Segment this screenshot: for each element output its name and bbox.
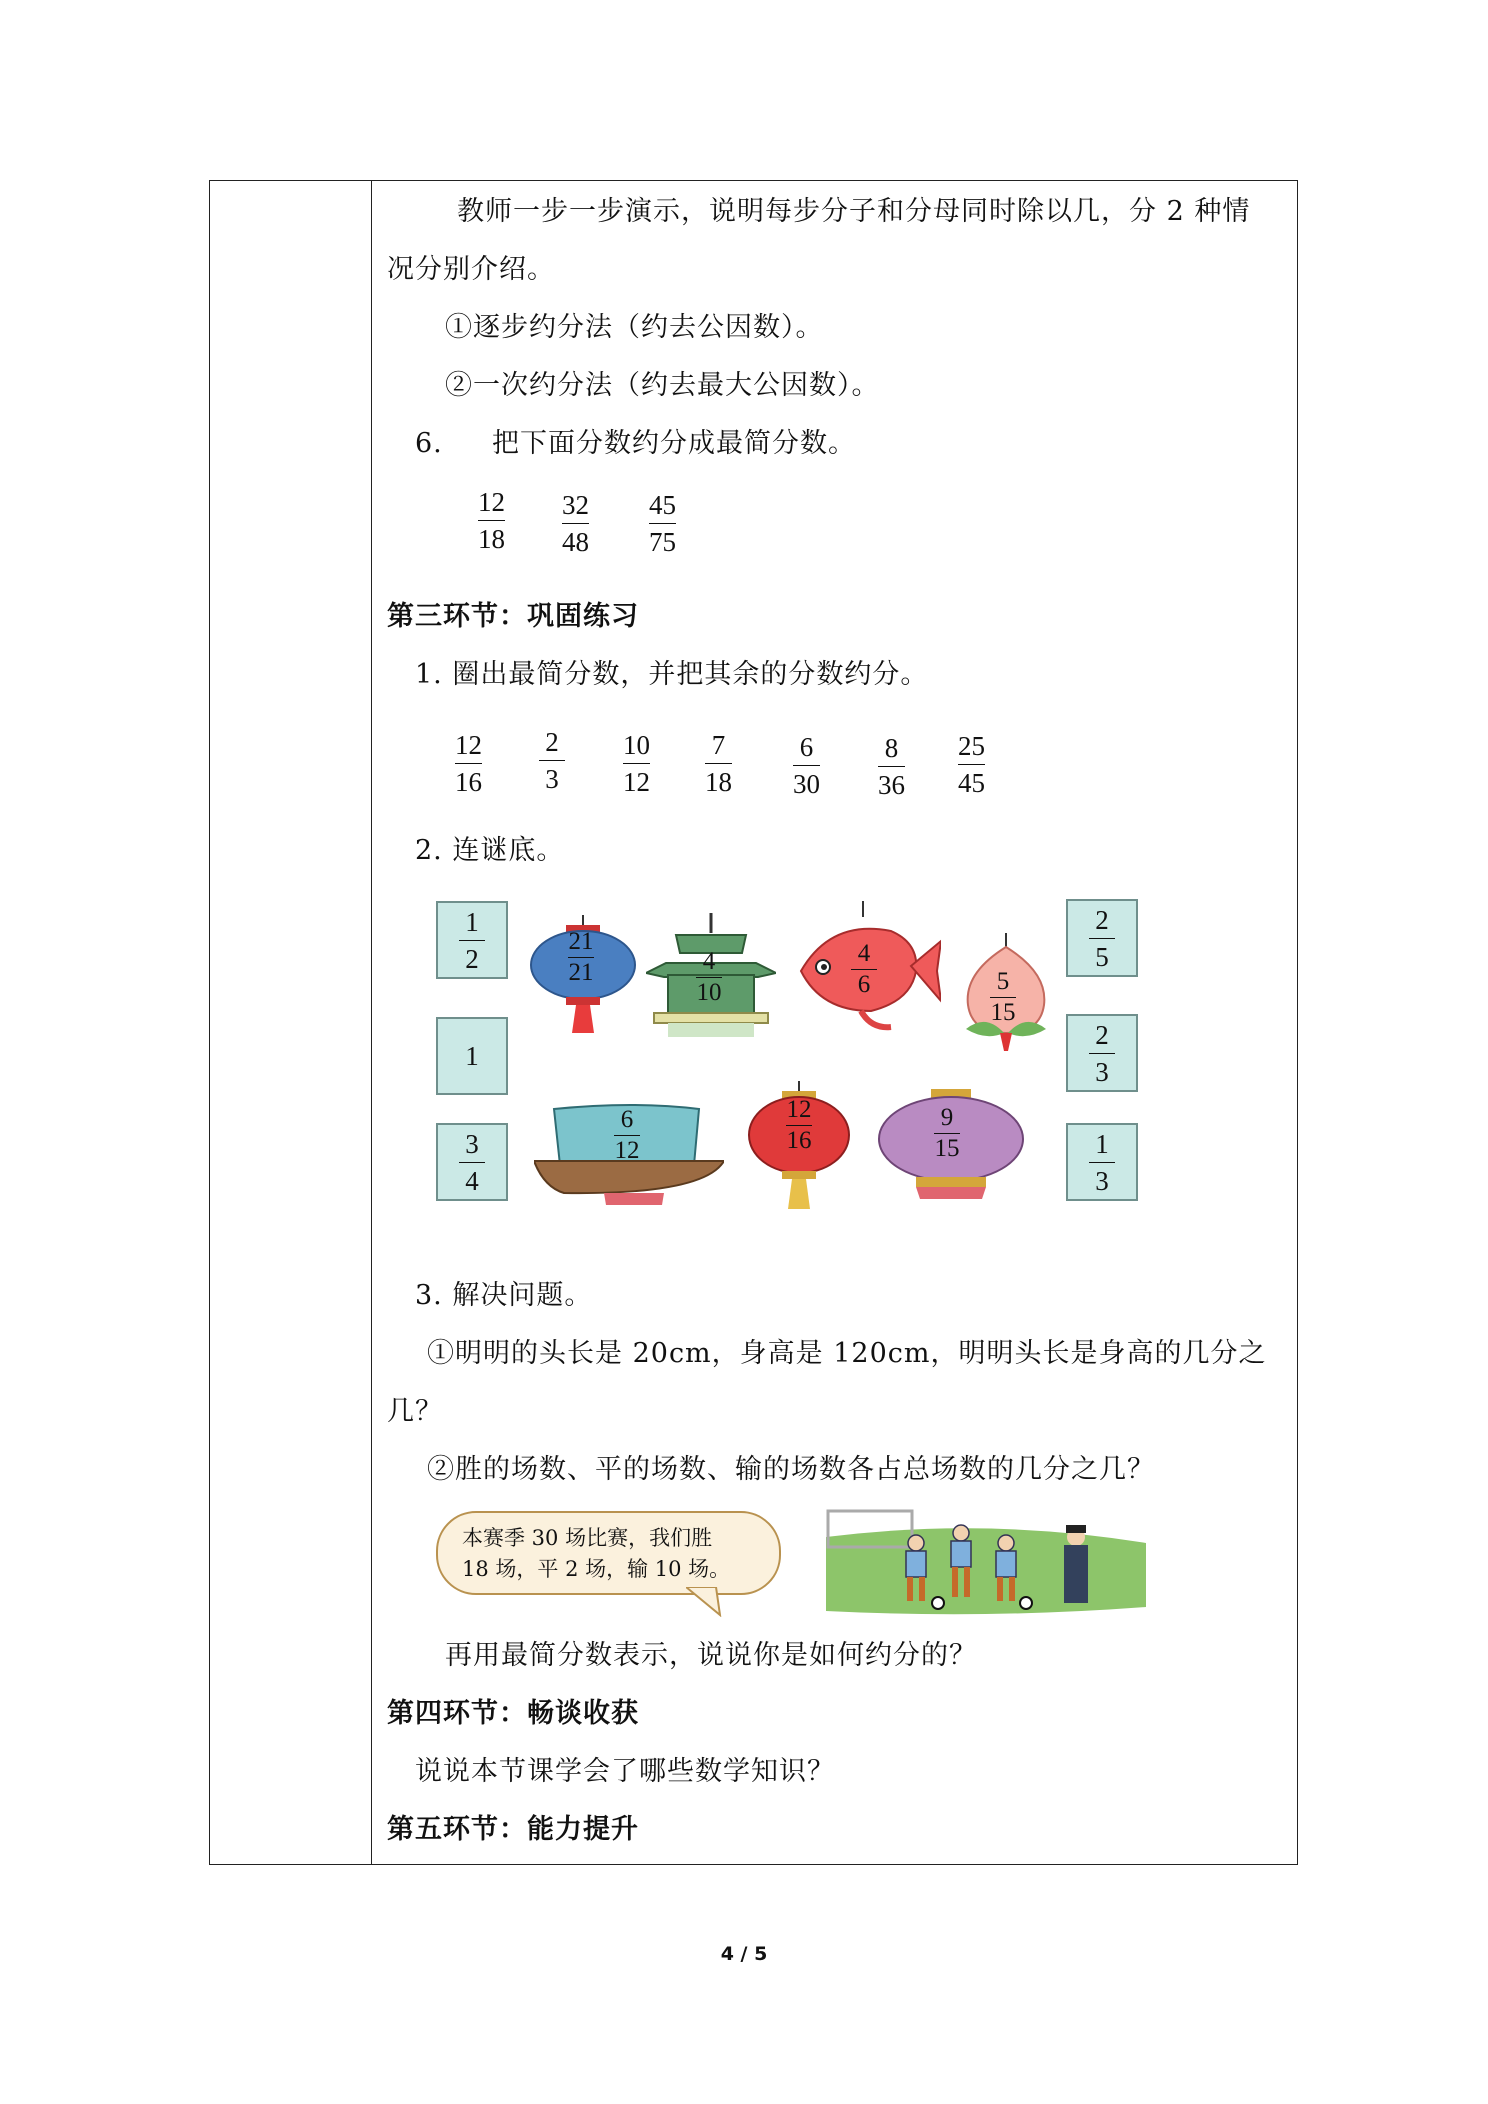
blue-lantern (528, 915, 638, 1045)
denominator: 16 (455, 767, 482, 797)
fraction (568, 929, 594, 986)
section-5-title: 第五环节：能力提升 (387, 1814, 639, 1845)
numerator: 2 (1095, 1019, 1109, 1050)
numerator: 7 (711, 730, 726, 760)
denominator: 2 (465, 943, 479, 974)
riddle-card (1066, 1123, 1138, 1201)
fraction (1089, 1019, 1115, 1088)
numerator: 12 (478, 487, 505, 517)
denominator: 16 (786, 1127, 812, 1154)
table-left-column (210, 181, 372, 1864)
speech-bubble-line-2: 18 场，平 2 场，输 10 场。 (462, 1557, 731, 1581)
fraction (614, 1107, 640, 1164)
speech-bubble-line-1: 本赛季 30 场比赛，我们胜 (462, 1526, 713, 1550)
green-pavilion (646, 913, 776, 1045)
denominator: 12 (623, 767, 650, 797)
fraction (478, 486, 505, 555)
numerator: 10 (623, 730, 650, 760)
riddle-matching-illustration (436, 901, 1156, 1221)
riddle-card (1066, 899, 1138, 977)
section-3-question-1: 1. 圈出最简分数，并把其余的分数约分。 (415, 659, 929, 690)
soccer-field-illustration (826, 1507, 1146, 1615)
question-6-text: 把下面分数约分成最简分数。 (492, 428, 856, 459)
purple-lantern (876, 1089, 1026, 1201)
denominator: 36 (878, 770, 905, 800)
riddle-card (1066, 1014, 1138, 1092)
section-3-question-2: 2. 连谜底。 (415, 835, 565, 866)
numerator: 12 (455, 730, 482, 760)
fraction-bar (455, 763, 482, 764)
fraction (958, 730, 985, 799)
numerator: 8 (884, 733, 899, 763)
section-3-title: 第三环节：巩固练习 (387, 601, 639, 632)
denominator: 10 (696, 979, 722, 1006)
whole-number (465, 1040, 479, 1072)
question-6-number: 6. (415, 428, 443, 459)
denominator: 48 (562, 527, 589, 557)
section-4-title: 第四环节：畅谈收获 (387, 1698, 639, 1729)
fraction-bar (649, 523, 676, 524)
fraction-bar (934, 1133, 960, 1134)
fraction-bar (878, 766, 905, 767)
section-4-text: 说说本节课学会了哪些数学知识？ (415, 1756, 835, 1787)
fraction-bar (786, 1125, 812, 1126)
denominator: 3 (1095, 1165, 1109, 1196)
fraction (649, 489, 676, 558)
red-fish (791, 901, 941, 1043)
numerator: 45 (649, 490, 676, 520)
red-lantern (744, 1081, 854, 1217)
fraction-bar (990, 997, 1016, 998)
fraction (786, 1097, 812, 1154)
denominator: 3 (545, 764, 559, 794)
fraction-bar (958, 764, 985, 765)
riddle-card (436, 1123, 508, 1201)
denominator: 5 (1095, 941, 1109, 972)
question-3-part-c: 再用最简分数表示，说说你是如何约分的？ (445, 1640, 977, 1671)
fraction-bar (793, 765, 820, 766)
fraction (455, 729, 482, 798)
fraction-bar (478, 520, 505, 521)
page-number: 4 / 5 (720, 1943, 768, 1965)
numerator: 12 (786, 1096, 812, 1123)
denominator: 4 (465, 1165, 479, 1196)
question-3-part-a-line-1: ①明明的头长是 20cm，身高是 120cm，明明头长是身高的几分之 (427, 1338, 1267, 1369)
fraction-bar (614, 1135, 640, 1136)
riddle-card (436, 901, 508, 979)
soccer-scene (436, 1507, 1156, 1622)
table-content-cell (372, 181, 1297, 1864)
numerator: 1 (1095, 1128, 1109, 1159)
denominator: 18 (705, 767, 732, 797)
numerator: 3 (465, 1128, 479, 1159)
fraction-bar (705, 763, 732, 764)
question-3-part-a-line-2: 几？ (387, 1396, 443, 1427)
question-3-part-b: ②胜的场数、平的场数、输的场数各占总场数的几分之几？ (427, 1454, 1155, 1485)
numerator: 4 (857, 940, 871, 967)
fraction (934, 1105, 960, 1162)
fraction (878, 732, 905, 801)
fraction (793, 731, 820, 800)
fraction (696, 949, 722, 1006)
method-1-text: ①逐步约分法（约去公因数）。 (445, 312, 824, 343)
numerator: 6 (620, 1106, 634, 1133)
demo-paragraph-line-1: 教师一步一步演示，说明每步分子和分母同时除以几，分 2 种情 (457, 196, 1251, 227)
numerator: 6 (799, 732, 814, 762)
numerator: 1 (465, 906, 479, 937)
method-2-text: ②一次约分法（约去最大公因数）。 (445, 370, 880, 401)
numerator: 4 (702, 948, 716, 975)
denominator: 15 (990, 999, 1016, 1026)
numerator: 21 (568, 928, 594, 955)
lesson-table (209, 180, 1298, 1865)
fraction-bar (1089, 938, 1115, 939)
numerator: 2 (545, 727, 559, 757)
fraction-bar (539, 760, 565, 761)
fraction-bar (623, 763, 650, 764)
fraction (1089, 1128, 1115, 1197)
numerator: 9 (940, 1104, 954, 1131)
fraction (990, 969, 1016, 1026)
fraction-bar (562, 523, 589, 524)
riddle-card (436, 1017, 508, 1095)
fraction-bar (568, 957, 594, 958)
fraction (459, 1128, 485, 1197)
bubble-tail-icon (686, 1587, 726, 1617)
fraction (1089, 904, 1115, 973)
denominator: 45 (958, 768, 985, 798)
denominator: 12 (614, 1137, 640, 1164)
denominator: 15 (934, 1135, 960, 1162)
fraction (562, 489, 589, 558)
fraction-bar (1089, 1162, 1115, 1163)
denominator: 21 (568, 959, 594, 986)
fraction-bar (851, 969, 877, 970)
fraction (539, 726, 565, 795)
denominator: 3 (1095, 1056, 1109, 1087)
numerator: 2 (1095, 904, 1109, 935)
fraction (623, 729, 650, 798)
card-value: 1 (465, 1041, 479, 1071)
fraction (459, 906, 485, 975)
fraction-bar (1089, 1053, 1115, 1054)
numerator: 5 (996, 968, 1010, 995)
soccer-players-icon (826, 1507, 1146, 1615)
fraction-bar (696, 977, 722, 978)
fraction (705, 729, 732, 798)
numerator: 25 (958, 731, 985, 761)
fraction-bar (459, 1162, 485, 1163)
fraction (851, 941, 877, 998)
section-3-question-3: 3. 解决问题。 (415, 1280, 593, 1311)
denominator: 75 (649, 527, 676, 557)
fraction-bar (459, 940, 485, 941)
boat (534, 1097, 724, 1207)
denominator: 6 (857, 971, 871, 998)
denominator: 18 (478, 524, 505, 554)
numerator: 32 (562, 490, 589, 520)
speech-bubble (436, 1511, 781, 1595)
peach (956, 933, 1056, 1051)
demo-paragraph-line-2: 况分别介绍。 (387, 254, 555, 285)
denominator: 30 (793, 769, 820, 799)
